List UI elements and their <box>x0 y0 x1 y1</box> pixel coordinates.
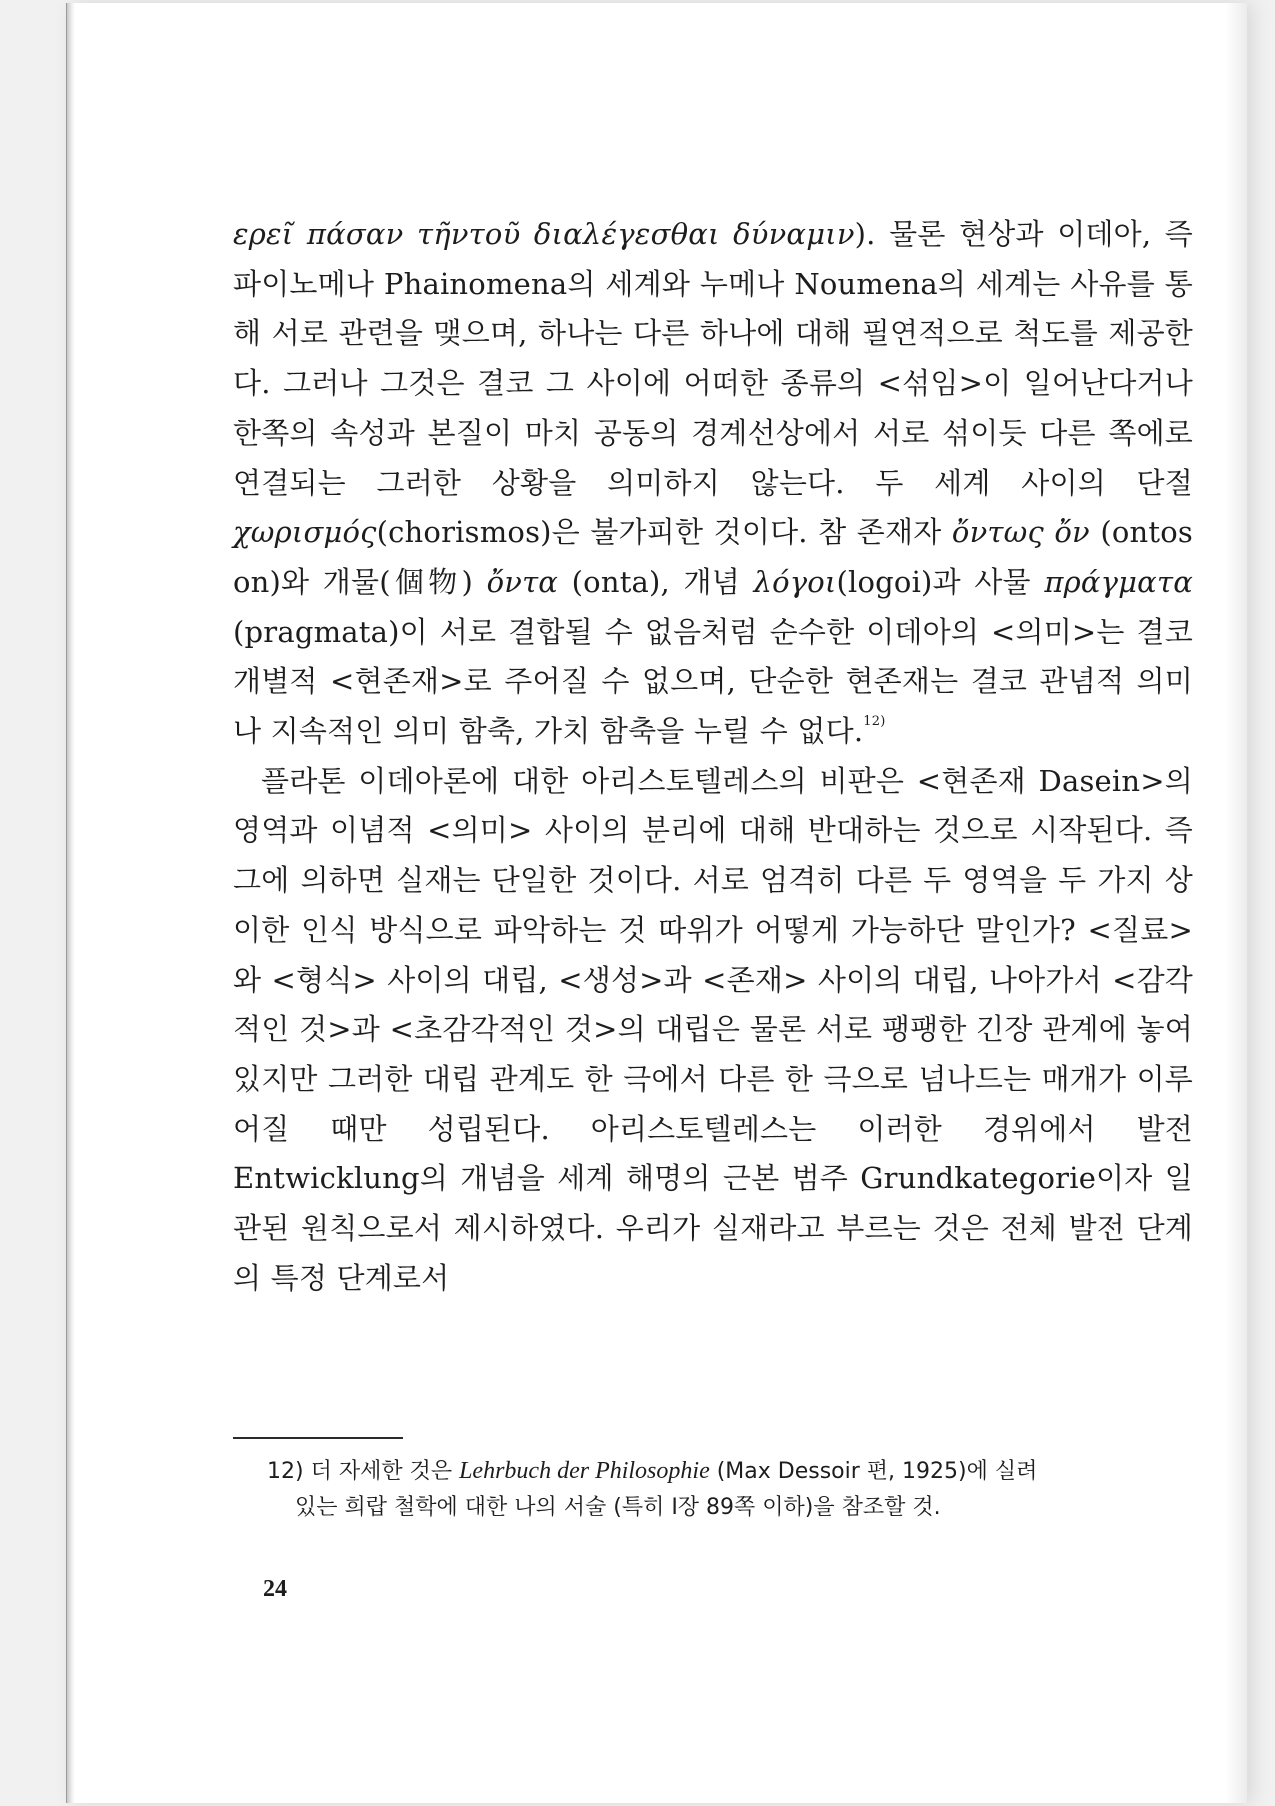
paragraph-1-text-d: (onta), 개념 <box>558 564 754 599</box>
footnote <box>267 1453 1197 1526</box>
paragraph-1-text-f: (pragmata)이 서로 결합될 수 없음처럼 순수한 이데아의 <의미>는 결코 개별적 <현존재>로 주어질 수 없으며, 단순한 현존재는 결코 관념적 의미나 지속적인 의미 함축, 가치 함축을 누릴 수 없다. <box>233 614 1193 749</box>
footnote-line-2: 있는 희랍 철학에 대한 나의 서술 (특히 I장 89쪽 이하)을 참조할 것. <box>295 1495 941 1520</box>
greek-logoi: λόγοι <box>753 564 837 599</box>
paragraph-1-text-a: ). 물론 현상과 이데아, 즉 파이노메나 Phainomena의 세계와 누메나 Noumena의 세계는 사유를 통해 서로 관련을 맺으며, 하나는 다른 하나에 대해 필연적으로 척도를 제공한다. 그러나 그것은 결코 그 사이에 어떠한 종류의 <섞임>이 일어난다거나 한쪽의 속성과 본질이 마치 공동의 경계선상에서 서로 섞이듯 다른 쪽에로 연결되는 그러한 상황을 의미하지 않는다. 두 세계 사이의 단절 <box>233 217 1193 500</box>
body-text <box>233 210 1193 1303</box>
book-page <box>66 3 1247 1803</box>
paragraph-1 <box>233 210 1193 757</box>
footnote-text-before: 더 자세한 것은 <box>303 1459 460 1484</box>
footnote-book-title: Lehrbuch der Philosophie <box>459 1458 710 1484</box>
greek-onta: ὄντα <box>486 564 559 599</box>
paragraph-1-text-c: (ontos on)와 개물(個物) <box>233 515 1193 599</box>
paragraph-2: 플라톤 이데아론에 대한 아리스토텔레스의 비판은 <현존재 Dasein>의 영역과 이념적 <의미> 사이의 분리에 대해 반대하는 것으로 시작된다. 즉 그에 의하면 실재는 단일한 것이다. 서로 엄격히 다른 두 영역을 두 가지 상이한 인식 방식으로 파악하는 것 따위가 어떻게 가능하단 말인가? <질료>와 <형식> 사이의 대립, <생성>과 <존재> 사이의 대립, 나아가서 <감각적인 것>과 <초감각적인 것>의 대립은 물론 서로 팽팽한 긴장 관계에 놓여 있지만 그러한 대립 관계도 한 극에서 다른 한 극으로 넘나드는 매개가 이루어질 때만 성립된다. 아리스토텔레스는 이러한 경위에서 발전 Entwicklung의 개념을 세계 해명의 근본 범주 Grundkategorie이자 일관된 원칙으로서 제시하였다. 우리가 실재라고 부르는 것은 전체 발전 단계의 특정 단계로서 <box>233 763 1193 1295</box>
footnote-text-after: (Max Dessoir 편, 1925)에 실려 <box>709 1459 1038 1484</box>
footnote-divider <box>233 1437 403 1439</box>
greek-ontos-on: ὄντως ὄν <box>951 515 1090 550</box>
paragraph-1-text-b: (chorismos)은 불가피한 것이다. 참 존재자 <box>376 515 952 550</box>
greek-chorismos: χωρισμός <box>233 515 377 550</box>
footnote-reference: 12) <box>863 714 886 730</box>
footnote-number: 12) <box>267 1459 304 1484</box>
page-edge-shadow <box>67 3 75 1803</box>
binding-shadow <box>1225 3 1247 1803</box>
page-number: 24 <box>263 1576 287 1602</box>
paragraph-1-text-e: (logoi)과 사물 <box>836 564 1045 599</box>
greek-pragmata: πράγματα <box>1044 564 1193 599</box>
greek-quote: ερεῖ πάσαν τῆντοῦ διαλέγεσθαι δύναμιν <box>233 217 855 251</box>
